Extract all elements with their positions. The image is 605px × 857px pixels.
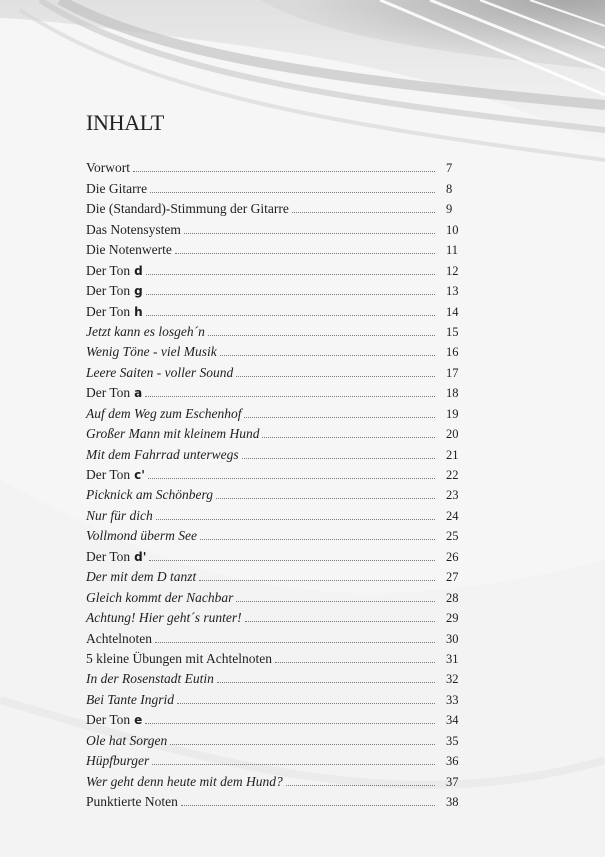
dot-leader (146, 274, 435, 275)
toc-entry-title: Achtung! Hier geht´s runter! (86, 610, 242, 626)
dot-leader (262, 437, 435, 438)
dot-leader (146, 315, 435, 316)
toc-entry[interactable] (86, 238, 466, 258)
toc-entry-page-number: 37 (446, 774, 459, 789)
toc-entry-title: Bei Tante Ingrid (86, 691, 175, 707)
toc-entry-note: a (134, 386, 143, 401)
toc-entry-page-number: 19 (446, 406, 459, 421)
toc-entry-note: e (134, 713, 143, 728)
toc-entry-page-number: 22 (446, 468, 459, 482)
toc-entry-title: Das Notensystem (86, 221, 181, 237)
toc-entry-page-number: 27 (446, 570, 459, 585)
toc-entry-page-number: 28 (446, 590, 459, 605)
dot-leader (217, 682, 435, 683)
toc-entry[interactable] (86, 626, 466, 646)
dot-leader (175, 253, 435, 254)
toc-entry-page-number: 36 (446, 754, 459, 769)
toc-entry-title: Der Ton (86, 467, 131, 482)
toc-entry[interactable] (86, 483, 466, 503)
toc-entry-title: Der Ton (86, 712, 131, 728)
dot-leader (145, 723, 435, 724)
dot-leader (236, 601, 435, 602)
toc-entry-title: 5 kleine Übungen mit Achtelnoten (86, 650, 272, 666)
dot-leader (199, 580, 435, 581)
toc-entry-page-number: 23 (446, 488, 459, 503)
toc-entry-page-number: 13 (446, 284, 459, 299)
dot-leader (275, 662, 435, 663)
toc-entry[interactable] (86, 258, 466, 278)
toc-entry[interactable] (86, 381, 466, 401)
dot-leader (244, 417, 435, 418)
dot-leader (181, 805, 435, 806)
toc-entry[interactable] (86, 340, 466, 360)
toc-entry-page-number: 33 (446, 692, 459, 707)
toc-entry-page-number: 12 (446, 263, 459, 278)
dot-leader (286, 785, 435, 786)
dot-leader (170, 744, 435, 745)
dot-leader (155, 642, 435, 643)
dot-leader (184, 233, 435, 234)
dot-leader (148, 478, 435, 479)
toc-entry[interactable] (86, 320, 466, 340)
toc-entry[interactable] (86, 422, 466, 442)
toc-entry[interactable] (86, 565, 466, 585)
toc-entry-page-number: 21 (446, 447, 459, 462)
toc-entry[interactable] (86, 503, 466, 523)
toc-entry-title: Achtelnoten (86, 630, 152, 646)
toc-entry-page-number: 29 (446, 611, 459, 626)
toc-entry-title: Der Ton (86, 283, 131, 299)
toc-entry[interactable] (86, 728, 466, 748)
dot-leader (236, 376, 435, 377)
toc-entry[interactable] (86, 442, 466, 462)
toc-entry-title: Auf dem Weg zum Eschenhof (86, 405, 242, 421)
toc-entry[interactable] (86, 360, 466, 380)
toc-entry-title: Großer Mann mit kleinem Hund (86, 426, 260, 442)
toc-entry-title: Jetzt kann es losgeh´n (86, 323, 205, 339)
toc-entry-page-number: 11 (446, 243, 459, 258)
toc-entry-title: Gleich kommt der Nachbar (86, 589, 234, 605)
toc-entry-page-number: 9 (446, 202, 453, 217)
toc-entry-title: Die Notenwerte (86, 242, 172, 258)
toc-entry-note: d (134, 263, 143, 278)
toc-entry-title: Die Gitarre (86, 180, 148, 196)
toc-entry[interactable] (86, 647, 466, 667)
dot-leader (152, 764, 435, 765)
toc-entry-title: Nur für dich (86, 507, 153, 523)
dot-leader (150, 192, 435, 193)
toc-entry-page-number: 8 (446, 181, 453, 196)
toc-entry[interactable] (86, 708, 466, 728)
toc-entry[interactable] (86, 585, 466, 605)
toc-entry-title: Mit dem Fahrrad unterwegs (86, 446, 239, 462)
page-title: INHALT (86, 110, 165, 135)
toc-entry-note: c' (134, 468, 145, 482)
dot-leader (156, 519, 435, 520)
toc-entry-page-number: 15 (446, 324, 459, 339)
toc-entry-title: Der Ton (86, 385, 131, 401)
toc-entry[interactable] (86, 790, 466, 810)
toc-entry[interactable] (86, 401, 466, 421)
toc-entry-page-number: 14 (446, 304, 459, 319)
toc-entry[interactable] (86, 156, 466, 176)
toc-entry-page-number: 31 (446, 651, 459, 666)
toc-entry-page-number: 20 (446, 427, 459, 442)
toc-entry[interactable] (86, 606, 466, 626)
toc-entry-page-number: 17 (446, 365, 459, 380)
toc-entry-page-number: 16 (446, 345, 459, 360)
toc-entry-page-number: 7 (446, 161, 453, 176)
toc-entry[interactable] (86, 197, 466, 217)
toc-entry[interactable] (86, 279, 466, 299)
toc-entry-title: Der mit dem D tanzt (86, 569, 197, 585)
toc-entry-title: Leere Saiten - voller Sound (86, 364, 234, 380)
toc-entry-page-number: 38 (446, 795, 459, 809)
toc-entry[interactable] (86, 299, 466, 319)
dot-leader (177, 703, 435, 704)
toc-entry-page-number: 26 (446, 549, 459, 564)
toc-entry-title: In der Rosenstadt Eutin (86, 671, 214, 687)
toc-entry-note: g (134, 284, 143, 299)
toc-entry[interactable] (86, 544, 466, 564)
dot-leader (146, 294, 435, 295)
toc-entry-page-number: 34 (446, 713, 459, 728)
toc-entry-page-number: 30 (446, 631, 459, 646)
toc-entry[interactable] (86, 667, 466, 687)
dot-leader (242, 458, 435, 459)
toc-entry-title: Der Ton (86, 548, 131, 564)
toc-entry-title: Ole hat Sorgen (86, 732, 168, 748)
toc-entry[interactable] (86, 176, 466, 196)
dot-leader (200, 539, 435, 540)
dot-leader (133, 171, 435, 172)
toc-entry-title: Punktierte Noten (86, 794, 178, 809)
toc-entry-title: Wenig Töne - viel Musik (86, 344, 217, 360)
dot-leader (292, 212, 435, 213)
toc-entry-title: Der Ton (86, 303, 131, 319)
toc-entry-note: d' (134, 549, 147, 564)
toc-entry-page-number: 24 (446, 508, 459, 523)
dot-leader (245, 621, 435, 622)
toc-entry-title: Hüpfburger (86, 753, 150, 769)
toc-entry-page-number: 35 (446, 733, 459, 748)
toc-entry-title: Wer geht denn heute mit dem Hund? (86, 773, 283, 789)
dot-leader (208, 335, 435, 336)
toc-entry-note: h (134, 304, 143, 319)
toc-entry[interactable] (86, 217, 466, 237)
dot-leader (149, 560, 435, 561)
table-of-contents (86, 156, 466, 810)
toc-entry[interactable] (86, 463, 466, 483)
toc-entry-title: Vollmond überm See (86, 528, 197, 544)
toc-entry-page-number: 18 (446, 386, 459, 401)
toc-entry[interactable] (86, 687, 466, 707)
toc-entry[interactable] (86, 749, 466, 769)
toc-entry-title: Picknick am Schönberg (86, 487, 213, 503)
toc-entry-page-number: 25 (446, 529, 459, 544)
toc-entry-title: Der Ton (86, 262, 131, 278)
toc-entry-page-number: 32 (446, 672, 459, 687)
toc-entry[interactable] (86, 524, 466, 544)
toc-entry-page-number: 10 (446, 222, 459, 237)
dot-leader (220, 355, 435, 356)
toc-entry[interactable] (86, 769, 466, 789)
toc-entry-title: Vorwort (86, 160, 131, 176)
dot-leader (145, 396, 435, 397)
toc-entry-title: Die (Standard)-Stimmung der Gitarre (86, 201, 289, 217)
dot-leader (216, 498, 435, 499)
